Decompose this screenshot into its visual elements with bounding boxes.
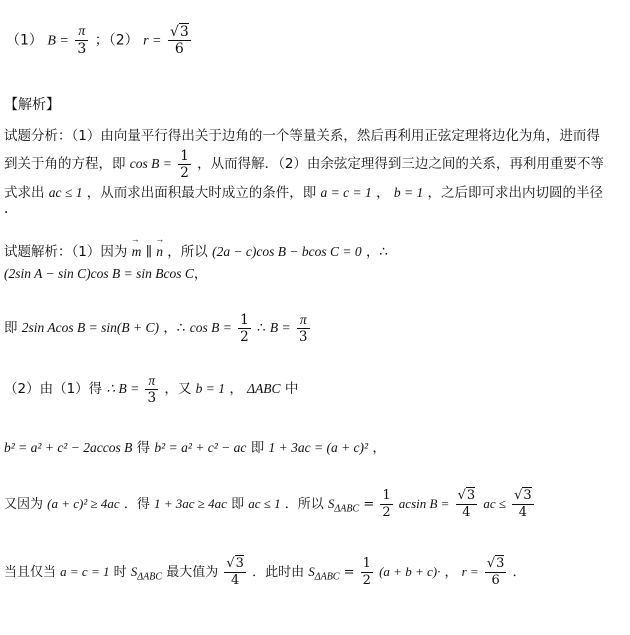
area-half: $\frac{1}{2}$ xyxy=(382,488,391,520)
radius-sqrt3-over-6: $\frac{√3}{6}$ xyxy=(486,556,505,588)
answer-part2-label: ；（2） xyxy=(94,32,139,49)
answer-B-eq: B = xyxy=(47,33,69,49)
area-sqrt3-over-4: $\frac{√3}{4}$ xyxy=(457,488,476,520)
analysis-header: 【解析】 xyxy=(4,97,60,113)
analysis-half: $\frac{1}{2}$ xyxy=(180,148,189,181)
answer-pi-over-3: $\frac{\pi}{3}$ xyxy=(77,24,87,57)
solution-pi-over-3: $\frac{\pi}{3}$ xyxy=(298,312,308,345)
answer-line xyxy=(6,24,193,57)
solution-line-5: b² = a² + c² − 2accos B 得 b² = a² + c² − ac 即 1 + 3ac = (a + c)² ， xyxy=(4,440,386,456)
solution-pi-over-3-b: $\frac{\pi}{3}$ xyxy=(147,373,157,406)
vector-m: → m xyxy=(132,244,142,260)
analysis-line-4: ． xyxy=(4,201,18,217)
answer-r-eq: r = xyxy=(143,33,162,49)
solution-line-2: (2sin A − sin C)cos B = sin Bcos C， xyxy=(4,266,208,282)
incircle-half: $\frac{1}{2}$ xyxy=(362,556,371,588)
analysis-line-1: 试题分析：（1）由向量平行得出关于边角的一个等量关系，然后再利用正弦定理将边化为角，进而得 xyxy=(4,128,600,144)
analysis-line-2: 到关于角的方程，即 cos B = $\frac{1}{2}$ ，从而得解．（2）由余弦定理得到三边之间的关系，再利用重要不等 xyxy=(4,148,604,181)
solution-line-3: 即 2sin Acos B = sin(B + C) ，∴ cos B = $\frac{1}{2}$ ∴ B = $\frac{\pi}{3}$ xyxy=(4,312,308,345)
answer-sqrt3-over-6: $\frac{√3}{6}$ xyxy=(169,24,189,57)
answer-part1-label: （1） xyxy=(6,32,43,49)
solution-line-7: 当且仅当 a = c = 1 时 $S_{\Delta ABC}$ 最大值为 $\frac{√3}{4}$ ．此时由 $S_{\Delta ABC}$ = $\frac{1}{2}$ (a + b + c)· ， r = $\frac{√3}{6}$ ． xyxy=(4,556,526,588)
max-sqrt3-over-4: $\frac{√3}{4}$ xyxy=(226,556,244,588)
analysis-line-3: 式求出 ac ≤ 1 ，从而求出面积最大时成立的条件，即 a = c = 1 ， b = 1 ，之后即可求出内切圆的半径 xyxy=(4,185,604,201)
solution-half: $\frac{1}{2}$ xyxy=(240,312,249,345)
solution-line-1: 试题解析：（1）因为 → m ∥ → n ，所以 (2a − c)cos B − bcos C = 0 ，∴ xyxy=(4,240,388,260)
solution-line-6: 又因为 (a + c)² ≥ 4ac ．得 1 + 3ac ≥ 4ac 即 ac ≤ 1 ．所以 $S_{\Delta ABC}$ = $\frac{1}{2}$ acsin B = $\frac{√3}{4}$ ac ≤ $\frac{√3}{4}$ xyxy=(4,488,532,520)
solution-line-4: （2）由（1）得 ∴ B = $\frac{\pi}{3}$ ，又 b = 1 ， ΔABC 中 xyxy=(4,373,299,406)
vector-n: → n xyxy=(156,244,163,260)
area-sqrt3-over-4-b: $\frac{√3}{4}$ xyxy=(514,488,532,520)
analysis-cosB: cos B = xyxy=(129,156,172,171)
